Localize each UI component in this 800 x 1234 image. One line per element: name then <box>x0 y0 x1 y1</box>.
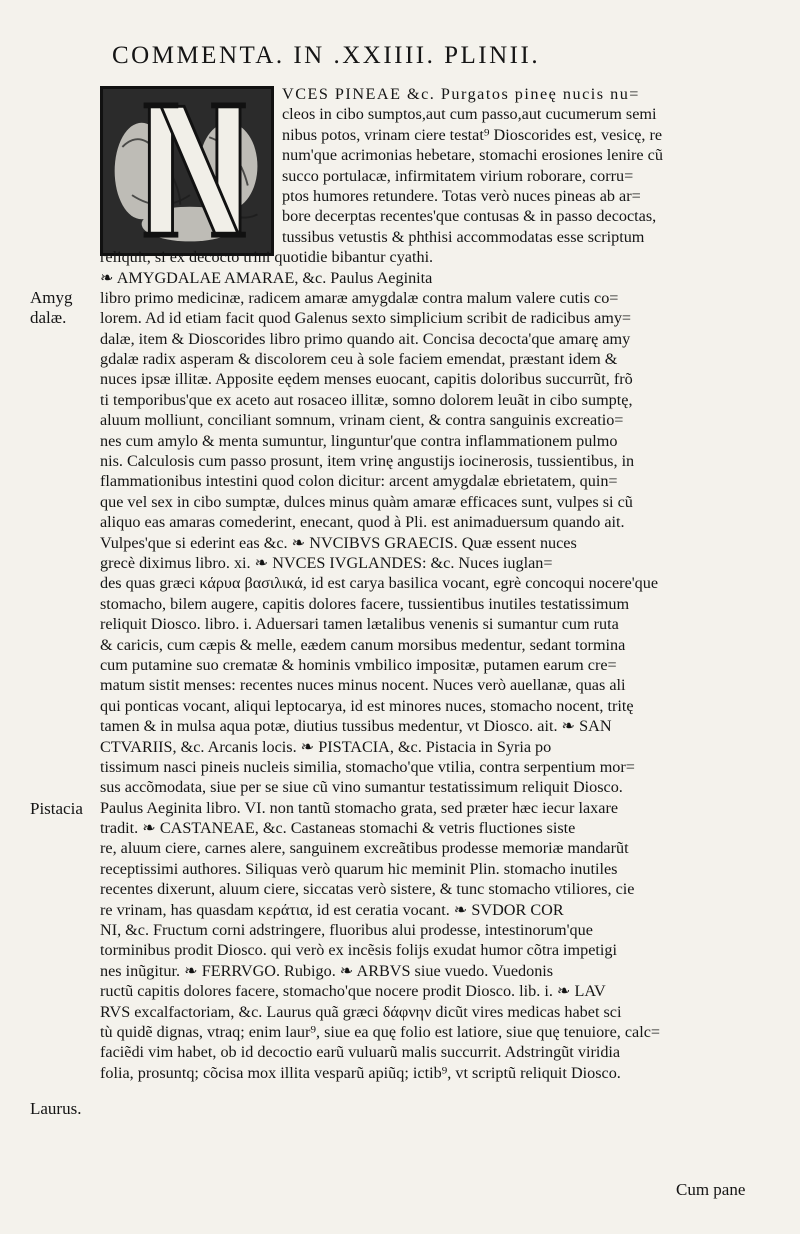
margin-note-laurus: Laurus. <box>30 1099 82 1118</box>
text-line: ❧ AMYGDALAE AMARAE, &c. Paulus Aeginita <box>100 268 433 287</box>
text-line: re, aluum ciere, carnes alere, sanguinem excreãtibus prodesse memoriæ mandarũt <box>100 839 629 858</box>
text-line: receptissimi authores. Siliquas verò quarum hic meminit Plin. stomacho inutiles <box>100 859 618 878</box>
text-line: qui ponticas vocant, aliqui leptocarya, id est minores nuces, stomacho nocent, tritę <box>100 696 634 715</box>
text-line: re vrinam, has quasdam κεράτια, id est ceratia vocant. ❧ SVDOR COR <box>100 900 564 919</box>
text-line: dalæ, item & Dioscorides libro primo quando ait. Concisa decocta'que amarę amy <box>100 329 631 348</box>
text-line: RVS excalfactoriam, &c. Laurus quã græci δάφνην dicũt vires medicas habet sci <box>100 1002 622 1021</box>
text-line: reliquit Diosco. libro. i. Aduersari tamen lætalibus venenis si sumantur cum ruta <box>100 615 619 634</box>
text-line: matum sistit menses: recentes nuces minus nocent. Nuces verò auellanæ, quas ali <box>100 676 626 695</box>
text-line: NI, &c. Fructum corni adstringere, fluoribus alui prodesse, intestinorum'que <box>100 921 593 940</box>
text-line: num'que acrimonias hebetare, stomachi erosiones lenire cũ <box>282 146 663 165</box>
text-line: que vel sex in cibo sumptæ, dulces minus quàm amaræ efficaces sunt, vulpes si cũ <box>100 492 633 511</box>
text-line: grecè diximus libro. xi. ❧ NVCES IVGLANDES: &c. Nuces iuglan= <box>100 553 553 572</box>
text-line: ptos humores retundere. Totas verò nuces pineas ab ar= <box>282 186 641 205</box>
text-line: nuces ipsæ illitæ. Apposite eędem menses euocant, capitis doloribus succurrũt, frõ <box>100 370 633 389</box>
text-line: tissimum nasci pineis nucleis similia, stomacho'que vtilia, contra serpentium mor= <box>100 757 635 776</box>
text-line: ructũ capitis dolores facere, stomacho'que nocere prodit Diosco. lib. i. ❧ LAV <box>100 982 606 1001</box>
text-line: succo portulacæ, infirmitatem virium roborare, corru= <box>282 166 634 185</box>
text-line: reliquit, si ex decocto trini quotidie bibantur cyathi. <box>100 248 434 267</box>
text-line: cum putamine suo crematæ & hominis vmbilico impositæ, putamen earum cre= <box>100 655 617 674</box>
text-line: gdalæ radix asperam & discolorem ceu à sole faciem emendat, præstant idem & <box>100 350 618 369</box>
text-line: Paulus Aeginita libro. VI. non tantũ stomacho grata, sed præter hæc iecur laxare <box>100 798 619 817</box>
text-line: torminibus prodit Diosco. qui verò ex incẽsis folijs exudat humor cõtra impetigi <box>100 941 618 960</box>
running-title: COMMENTA. IN .XXIIII. PLINII. <box>112 42 541 69</box>
text-line: sus accõmodata, siue per se siue cũ vino sumantur testatissimum reliquit Diosco. <box>100 778 623 797</box>
text-line: tù quidẽ dignas, vtraq; enim laur⁹, siue ea quę folio est latiore, siue quę tenuiore, calc= <box>100 1022 661 1041</box>
text-line: cleos in cibo sumptos,aut cum passo,aut cucumerum semi <box>282 105 657 124</box>
text-line: recentes dixerunt, aluum ciere, siccatas verò sistere, & tunc stomacho vtiliores, cie <box>100 880 635 899</box>
text-line: Vulpes'que si ederint eas &c. ❧ NVCIBVS GRAECIS. Quæ essent nuces <box>100 533 577 552</box>
text-line: tradit. ❧ CASTANEAE, &c. Castaneas stomachi & vetris fluctiones siste <box>100 819 576 838</box>
margin-note-pistacia: Pistacia <box>30 799 83 818</box>
text-line: aliquo eas amaras comederint, enecant, quod à Pli. est animaduersum quando ait. <box>100 513 625 532</box>
margin-note-amygdalae: Amyg dalæ. <box>30 288 73 327</box>
text-line: lorem. Ad id etiam facit quod Galenus sexto simplicium scribit de radicibus amy= <box>100 309 632 328</box>
main-text-block <box>100 84 740 1083</box>
catchword: Cum pane <box>676 1180 746 1199</box>
text-line: tussibus vetustis & phthisi accommodatas esse scriptum <box>282 227 645 246</box>
text-line: aluum molliunt, conciliant somnum, vrinam cient, & contra sanguinis excreatio= <box>100 411 624 430</box>
text-line: stomacho, bilem augere, capitis dolores facere, tussientibus inutiles testatissimum <box>100 594 630 613</box>
text-line: flammationibus intestini quod colon dicitur: arcent amygdalæ ebrietatem, quin= <box>100 472 618 491</box>
text-line: folia, prosuntq; cõcisa mox illita vesparũ apiũq; ictib⁹, vt scriptũ reliquit Diosco. <box>100 1063 621 1082</box>
text-line: des quas græci κάρυα βασιλικά, id est carya basilica vocant, egrè concoqui nocere'que <box>100 574 659 593</box>
text-line: tamen & in mulsa aqua potæ, diutius tussibus medentur, vt Diosco. ait. ❧ SAN <box>100 717 612 736</box>
text-line: nibus potos, vrinam ciere testat⁹ Dioscorides est, vesicę, re <box>282 125 663 144</box>
text-line: & caricis, cum cæpis & melle, eædem canum morsibus medentur, sedant tormina <box>100 635 626 654</box>
text-line: CTVARIIS, &c. Arcanis locis. ❧ PISTACIA, &c. Pistacia in Syria po <box>100 737 552 756</box>
text-line: faciẽdi vim habet, ob id decoctio earũ vuluarũ malis succurrit. Adstringũt viridia <box>100 1043 621 1062</box>
text-line: nes inũgitur. ❧ FERRVGO. Rubigo. ❧ ARBVS siue vuedo. Vuedonis <box>100 961 554 980</box>
text-line: nis. Calculosis cum passo prosunt, item vrinę angustijs iocinerosis, tussientibus, in <box>100 452 635 471</box>
text-line: VCES PINEAE &c. Purgatos pineę nucis nu= <box>282 85 640 103</box>
text-line: ti temporibus'que ex aceto aut rosaceo illitæ, somno dolorem leuãt in cibo sumptę, <box>100 390 633 409</box>
text-line: libro primo medicinæ, radicem amaræ amygdalæ contra malum valere cutis co= <box>100 288 619 307</box>
text-line: nes cum amylo & menta sumuntur, linguntur'que contra inflammationem pulmo <box>100 431 618 450</box>
text-line: bore decerptas recentes'que contusas & in passo decoctas, <box>282 207 657 226</box>
